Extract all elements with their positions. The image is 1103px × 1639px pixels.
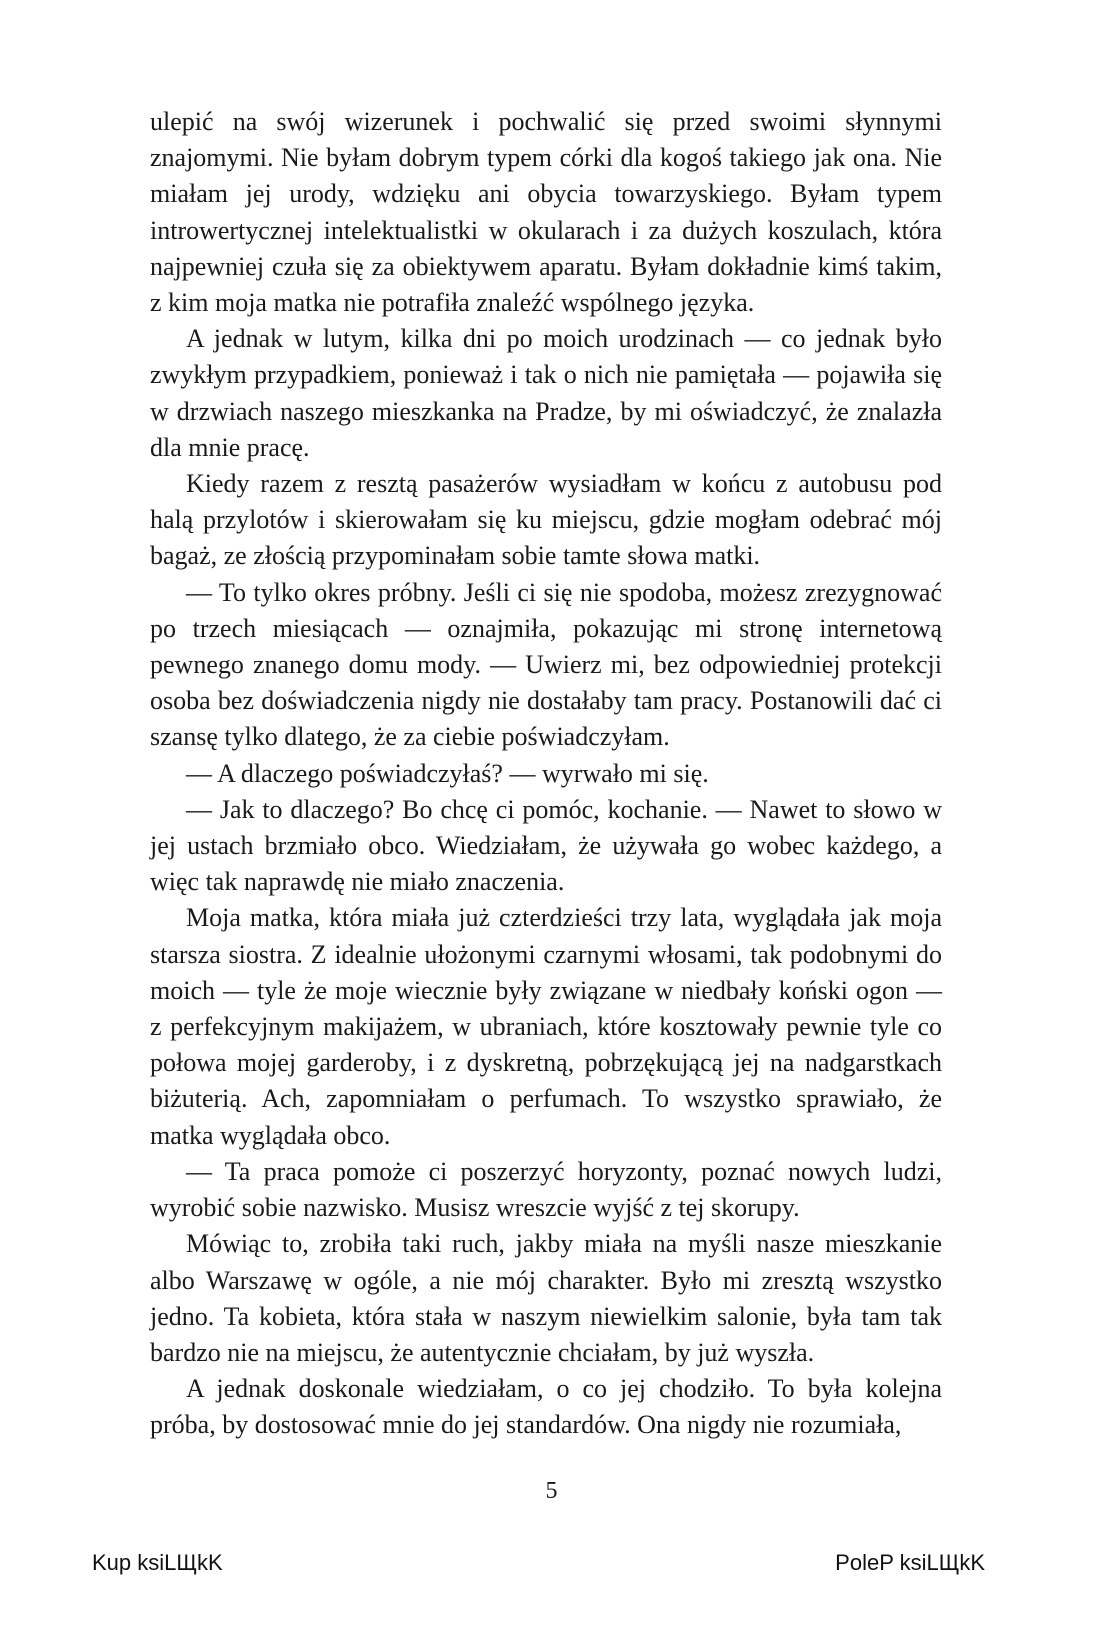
- paragraph-5: — A dlaczego poświadczyłaś? — wyrwało mi się.: [186, 758, 709, 788]
- paragraph-6: — Jak to dlaczego? Bo chcę ci pomóc, kochanie. — Nawet to słowo w jej ustach brzmiało obco. Wiedziałam, że używała go wobec każdego, a więc tak naprawdę nie miało znaczenia.: [150, 794, 942, 897]
- paragraph-1: ulepić na swój wizerunek i pochwalić się przed swoimi słynnymi znajomymi. Nie byłam dobrym typem córki dla kogoś takiego jak ona. Nie miałam jej urody, wdzięku ani obycia towarzyskiego. Byłam typem introwertycznej intelektualistki w okularach i za dużych koszulach, która najpewniej czuła się za obiektywem aparatu. Byłam dokładnie kimś takim, z kim moja matka nie potrafiła znaleźć wspólnego języka.: [150, 107, 942, 318]
- paragraph-3: Kiedy razem z resztą pasażerów wysiadłam w końcu z autobusu pod halą przylotów i skierowałam się ku miejscu, gdzie mogłam odebrać mój bagaż, ze złością przypominałam sobie tamte słowa matki.: [150, 469, 942, 571]
- buy-book-link[interactable]: Kup ksiLЩkK: [92, 1550, 223, 1575]
- paragraph-8: — Ta praca pomoże ci poszerzyć horyzonty, poznać nowych ludzi, wyrobić sobie nazwisko. Musisz wreszcie wyjść z tej skorupy.: [150, 1156, 942, 1223]
- page-body: [150, 104, 942, 1444]
- paragraph-7: Moja matka, która miała już czterdzieści trzy lata, wyglądała jak moja starsza siostra. Z idealnie ułożonymi czarnymi włosami, tak podobnymi do moich — tyle że moje wiecznie były związane w niedbały koński ogon — z perfekcyjnym makijażem, w ubraniach, które kosztowały pewnie tyle co połowa mojej garderoby, i z dyskretną, pobrzękującą jej na nadgarstkach biżuterią. Ach, zapomniałam o perfumach. To wszystko sprawiało, że matka wyglądała obco.: [150, 903, 942, 1150]
- paragraph-10: A jednak doskonale wiedziałam, o co jej chodziło. To była kolejna próba, by dostosować mnie do jej standardów. Ona nigdy nie rozumiała,: [150, 1374, 942, 1440]
- paragraph-4: — To tylko okres próbny. Jeśli ci się nie spodoba, możesz zrezygnować po trzech miesiącach — oznajmiła, pokazując mi stronę internetową pewnego znanego domu mody. — Uwierz mi, bez odpowiedniej protekcji osoba bez doświadczenia nigdy nie dostałaby tam pracy. Postanowili dać ci szansę tylko dlatego, że za ciebie poświadczyłam.: [150, 577, 942, 752]
- paragraph-2: A jednak w lutym, kilka dni po moich urodzinach — co jednak było zwykłym przypadkiem, ponieważ i tak o nich nie pamiętała — pojawiła się w drzwiach naszego mieszkanka na Pradze, by mi oświadczyć, że znalazła dla mnie pracę.: [150, 324, 942, 462]
- page-number: 5: [545, 1478, 558, 1504]
- paragraph-9: Mówiąc to, zrobiła taki ruch, jakby miała na myśli nasze mieszkanie albo Warszawę w ogóle, a nie mój charakter. Było mi zresztą wszystko jedno. Ta kobieta, która stała w naszym niewielkim salonie, była tam tak bardzo nie na miejscu, że autentycznie chciałam, by już wyszła.: [150, 1229, 942, 1367]
- recommend-book-link[interactable]: PoleP ksiLЩkK: [835, 1550, 985, 1575]
